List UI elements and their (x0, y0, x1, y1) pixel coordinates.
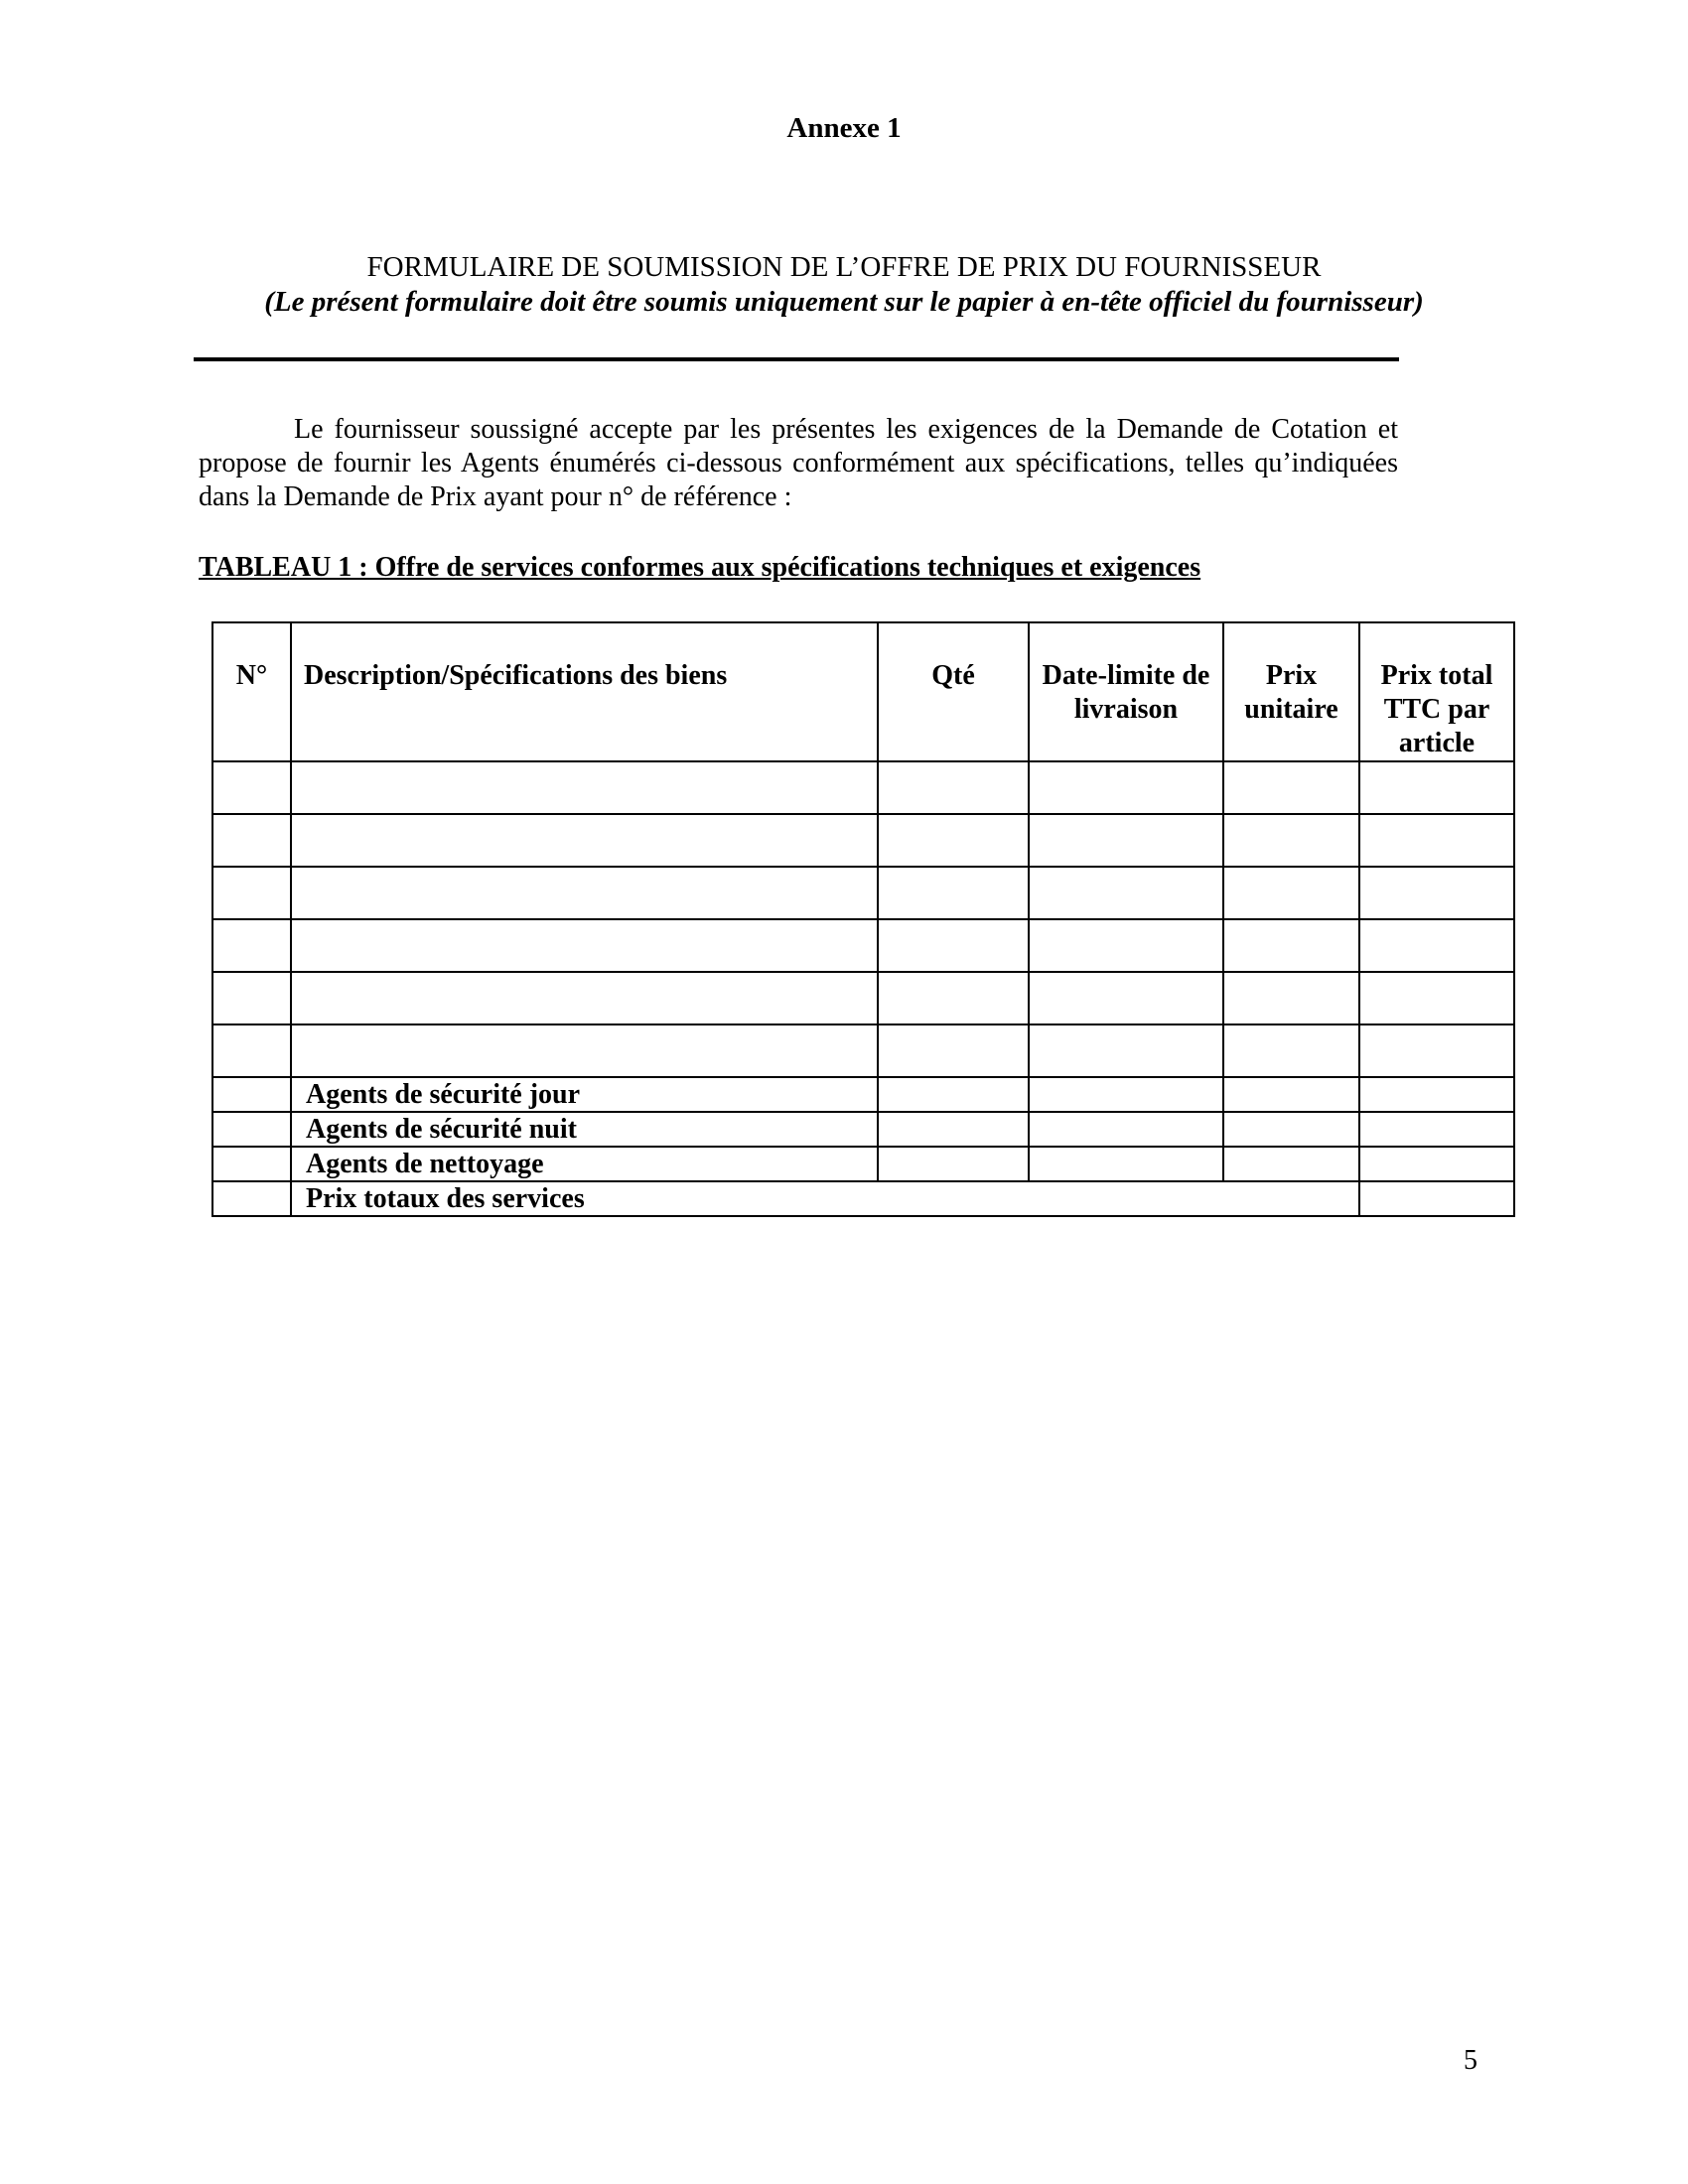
cell-unit-price[interactable] (1223, 761, 1359, 814)
form-title: FORMULAIRE DE SOUMISSION DE L’OFFRE DE PRIX DU FOURNISSEUR (366, 251, 1322, 283)
cell-total-sum[interactable] (1359, 1181, 1514, 1216)
cell-unit-price[interactable] (1223, 867, 1359, 919)
cell-description[interactable] (291, 919, 878, 972)
cell-qty[interactable] (878, 1112, 1029, 1147)
cell-deadline[interactable] (1029, 1112, 1223, 1147)
cell-description[interactable] (291, 1024, 878, 1077)
cell-deadline[interactable] (1029, 1147, 1223, 1181)
header-deadline: Date-limite de livraison (1029, 622, 1223, 761)
service-row-security-night (212, 1112, 1514, 1147)
offer-table (211, 621, 1515, 1217)
annexe-heading: Annexe 1 (786, 112, 902, 144)
table-row (212, 972, 1514, 1024)
cell-qty[interactable] (878, 1147, 1029, 1181)
header-unit-price: Prix unitaire (1223, 622, 1359, 761)
cell-deadline[interactable] (1029, 814, 1223, 867)
service-label: Agents de sécurité nuit (291, 1112, 878, 1147)
cell-description[interactable] (291, 761, 878, 814)
cell-total-price[interactable] (1359, 867, 1514, 919)
cell-total-price[interactable] (1359, 919, 1514, 972)
total-label: Prix totaux des services (291, 1181, 1359, 1216)
total-row (212, 1181, 1514, 1216)
cell-qty[interactable] (878, 814, 1029, 867)
cell-unit-price[interactable] (1223, 972, 1359, 1024)
header-total-price: Prix total TTC par article (1359, 622, 1514, 761)
cell-no[interactable] (212, 814, 291, 867)
table-caption: TABLEAU 1 : Offre de services conformes aux spécifications techniques et exigences (199, 552, 1201, 583)
intro-paragraph: Le fournisseur soussigné accepte par les présentes les exigences de la Demande de Cotation et propose de fournir les Agents énumérés ci-dessous conformément aux spécifications, telles qu’indiquées dans la Demande de Prix ayant pour n° de référence : (199, 414, 1398, 512)
cell-unit-price[interactable] (1223, 814, 1359, 867)
cell-qty[interactable] (878, 972, 1029, 1024)
service-row-cleaning (212, 1147, 1514, 1181)
table-row (212, 1024, 1514, 1077)
cell-total-price[interactable] (1359, 972, 1514, 1024)
cell-description[interactable] (291, 814, 878, 867)
cell-unit-price[interactable] (1223, 919, 1359, 972)
cell-unit-price[interactable] (1223, 1077, 1359, 1112)
cell-no[interactable] (212, 1024, 291, 1077)
cell-no[interactable] (212, 1181, 291, 1216)
header-description: Description/Spécifications des biens (291, 622, 878, 761)
cell-no[interactable] (212, 919, 291, 972)
cell-unit-price[interactable] (1223, 1112, 1359, 1147)
cell-deadline[interactable] (1029, 1077, 1223, 1112)
cell-unit-price[interactable] (1223, 1024, 1359, 1077)
title-divider (194, 357, 1399, 361)
cell-deadline[interactable] (1029, 867, 1223, 919)
table-header-row (212, 622, 1514, 761)
cell-deadline[interactable] (1029, 972, 1223, 1024)
cell-description[interactable] (291, 972, 878, 1024)
cell-total-price[interactable] (1359, 1112, 1514, 1147)
cell-no[interactable] (212, 867, 291, 919)
table-row (212, 761, 1514, 814)
cell-no[interactable] (212, 1147, 291, 1181)
cell-deadline[interactable] (1029, 761, 1223, 814)
cell-total-price[interactable] (1359, 814, 1514, 867)
table-row (212, 814, 1514, 867)
header-no: N° (212, 622, 291, 761)
cell-qty[interactable] (878, 867, 1029, 919)
cell-deadline[interactable] (1029, 919, 1223, 972)
form-subtitle: (Le présent formulaire doit être soumis uniquement sur le papier à en-tête officiel du fournisseur) (264, 286, 1424, 318)
table-row (212, 919, 1514, 972)
table-row (212, 867, 1514, 919)
cell-no[interactable] (212, 1112, 291, 1147)
cell-qty[interactable] (878, 1077, 1029, 1112)
service-label: Agents de nettoyage (291, 1147, 878, 1181)
header-qty: Qté (878, 622, 1029, 761)
page-number: 5 (1464, 2045, 1477, 2076)
service-row-security-day (212, 1077, 1514, 1112)
service-label: Agents de sécurité jour (291, 1077, 878, 1112)
cell-total-price[interactable] (1359, 1024, 1514, 1077)
cell-deadline[interactable] (1029, 1024, 1223, 1077)
cell-qty[interactable] (878, 761, 1029, 814)
cell-no[interactable] (212, 761, 291, 814)
cell-no[interactable] (212, 972, 291, 1024)
cell-unit-price[interactable] (1223, 1147, 1359, 1181)
cell-qty[interactable] (878, 919, 1029, 972)
cell-total-price[interactable] (1359, 1147, 1514, 1181)
cell-description[interactable] (291, 867, 878, 919)
cell-total-price[interactable] (1359, 1077, 1514, 1112)
cell-no[interactable] (212, 1077, 291, 1112)
cell-qty[interactable] (878, 1024, 1029, 1077)
cell-total-price[interactable] (1359, 761, 1514, 814)
